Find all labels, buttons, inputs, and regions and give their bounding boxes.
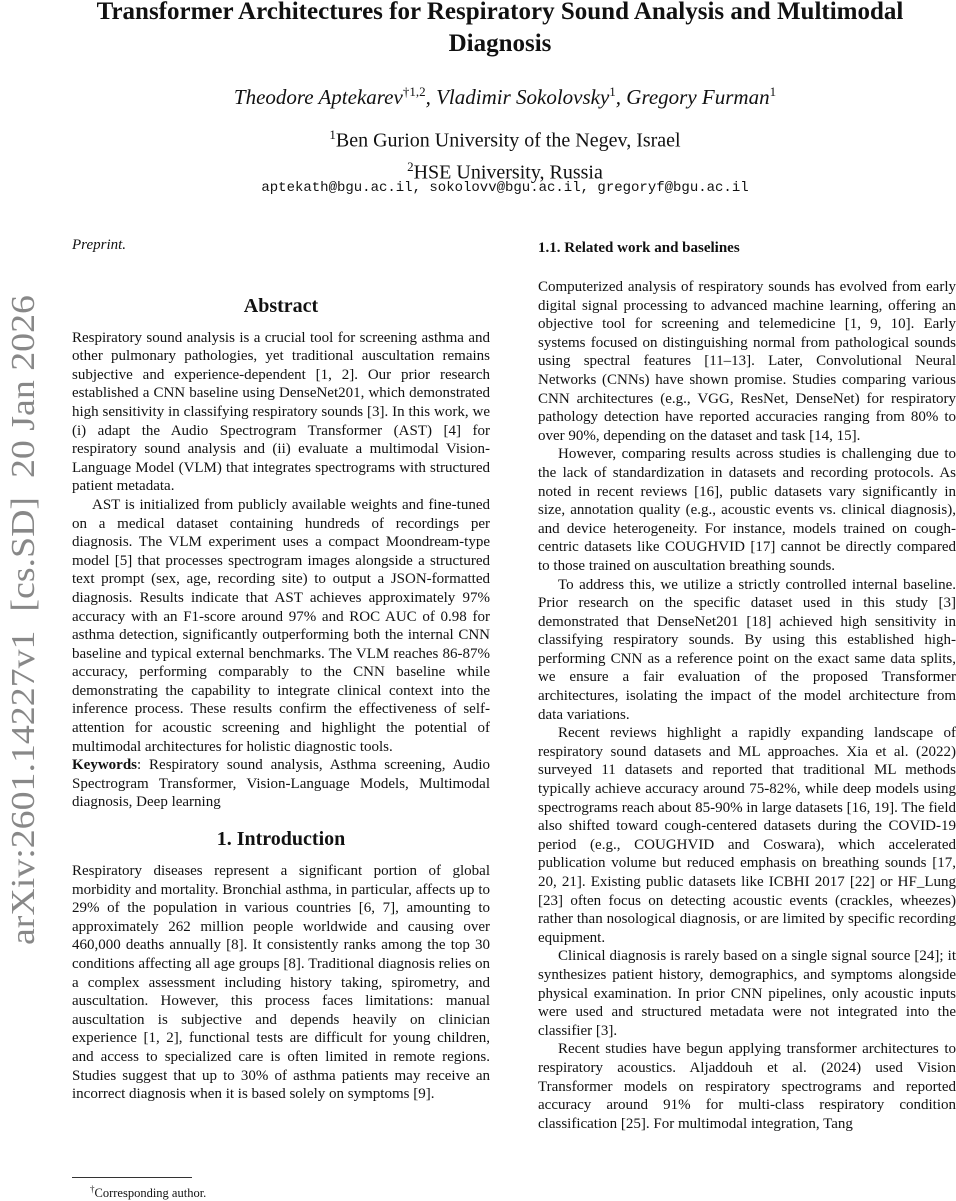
affiliation: $^2$HSE University, Russia — [407, 158, 603, 184]
section-heading-introduction: 1. Introduction — [216, 828, 346, 851]
keywords-list: : Respiratory sound analysis, Asthma screening, Audio Spectrogram Transformer, Vision-Language Models, Multimodal diagnosis, Deep learning — [72, 757, 490, 811]
footnote-divider — [72, 1177, 192, 1178]
body-paragraph: However, comparing results across studies is challenging due to the lack of standardization in datasets and recording protocols. As noted in recent reviews [16], public datasets vary significantly in size, annotation quality (e.g., acoustic events vs. clinical diagnosis), and device heterogeneity. For instance, models trained on cough-centric datasets like COUGHVID [17] cannot be directly compared to those trained on auscultation breathing sounds. — [538, 446, 956, 574]
author-list: Theodore Aptekarev$^{\dagger 1,2}$, Vladimir Sokolovsky$^1$, Gregory Furman$^1$ — [233, 84, 777, 109]
author-affil-mark: 1 — [769, 84, 777, 99]
author-name: Vladimir Sokolovsky — [436, 85, 610, 109]
footnote — [90, 1181, 206, 1201]
footnote-text: Corresponding author. — [94, 1186, 207, 1201]
arxiv-identifier: arXiv:2601.14227v1 [cs.SD] 20 Jan 2026 — [5, 361, 42, 945]
author-name: Gregory Furman — [626, 85, 770, 109]
author-name: Theodore Aptekarev — [233, 85, 403, 109]
keywords — [72, 756, 490, 812]
body-paragraph: To address this, we utilize a strictly controlled internal baseline. Prior research on the specific dataset used in this study [3] demonstrated that DenseNet201 [18] achieved high sensitivity in classifying respiratory sounds. By using this established high-performing CNN as a reference point on the exact same data splits, we ensure a fair evaluation of the proposed Transformer architectures, isolating the impact of the model architecture from data variations. — [538, 576, 956, 723]
author-affil-mark: 1 — [609, 84, 616, 99]
author-emails: aptekath@bgu.ac.il, sokolovv@bgu.ac.il, gregoryf@bgu.ac.il — [261, 180, 749, 196]
abstract-paragraph: Respiratory sound analysis is a crucial tool for screening asthma and other pulmonary pathologies, yet traditional auscultation remains subjective and experience-dependent [1, 2]. Our prior research established a CNN baseline using DenseNet201, which demonstrated high sensitivity in classifying respiratory sounds [3]. In this work, we (i) adapt the Audio Spectrogram Transformer (AST) [4] for respiratory sound analysis and (ii) evaluate a multimodal Vision-Language Model (VLM) that integrates spectrograms with structured patient metadata. — [72, 329, 490, 495]
preprint-note: Preprint. — [72, 237, 127, 253]
body-paragraph: Recent reviews highlight a rapidly expanding landscape of respiratory sound datasets and ML approaches. Xia et al. (2022) surveyed 11 datasets and reported that traditional ML methods typically achieve accuracy around 75-82%, while deep models using spectrograms reach about 85-90% in large datasets [16, 19]. The field also shifted toward cough-centered datasets during the COVID-19 period (e.g., COUGHVID and Coswara), which accelerated publication volume but reduced emphasis on breathing sounds [17, 20, 21]. Existing public datasets like ICBHI 2017 [22] or HF_Lung [23] often focus on detecting acoustic events (crackles, wheezes) rather than nosological diagnosis, or are limited by specific recording equipment. — [538, 725, 956, 946]
subsection-heading-related-work: 1.1. Related work and baselines — [538, 240, 740, 256]
paper-title: Transformer Architectures for Respiratory Sound Analysis and Multimodal Diagnosis — [96, 0, 904, 57]
affiliation: $^1$Ben Gurion University of the Negev, Israel — [329, 127, 681, 152]
left-column — [72, 236, 490, 1104]
abstract-heading: Abstract — [243, 294, 319, 317]
arxiv-side-stamp — [0, 290, 48, 950]
keywords-label: Keywords — [72, 757, 137, 774]
body-paragraph: Respiratory diseases represent a significant portion of global morbidity and mortality. Bronchial asthma, in particular, affects up to 29% of the population in various countries [6, 7], amounting to approximately 262 million people worldwide and causing over 460,000 deaths annually [8]. It consistently ranks among the top 30 conditions affecting all age groups [8]. Traditional diagnosis relies on a complex assessment including history taking, spirometry, and auscultation. However, this process faces limitations: manual auscultation is subjective and depends heavily on clinician experience [1, 2], functional tests are difficult for young children, and access to specialized care is often limited in remote regions. Studies suggest that up to 30% of asthma patients may receive an incorrect diagnosis when it is based solely on symptoms [9]. — [72, 863, 490, 1103]
footnote-mark: † — [90, 1184, 95, 1194]
right-column — [538, 236, 956, 1133]
author-affil-mark: †1,2 — [402, 84, 426, 99]
body-paragraph: Recent studies have begun applying transformer architectures to respiratory acoustics. Aljaddouh et al. (2024) used Vision Transformer models on respiratory spectrograms and reported accuracy around 91% for multi-class respiratory condition classification [25]. For multimodal integration, Tang — [538, 1041, 956, 1132]
body-paragraph: Clinical diagnosis is rarely based on a single signal source [24]; it synthesizes patient history, demographics, and symptoms alongside physical examination. In prior CNN pipelines, only acoustic inputs were used and structured metadata were not integrated into the classifier [3]. — [538, 948, 956, 1039]
body-paragraph: Computerized analysis of respiratory sounds has evolved from early digital signal processing to advanced machine learning, offering an objective tool for screening and telemedicine [1, 9, 10]. Early systems focused on distinguishing normal from pathological sounds using spectral features [11–13]. Later, Convolutional Neural Networks (CNNs) have shown promise. Studies comparing various CNN architectures (e.g., VGG, ResNet, DenseNet) for respiratory pathology detection have reported accuracies ranging from 80% to over 90%, depending on the dataset and task [14, 15]. — [538, 279, 956, 444]
abstract-paragraph: AST is initialized from publicly available weights and fine-tuned on a medical dataset containing hundreds of recordings per diagnosis. The VLM experiment uses a compact Moondream-type model [5] that processes spectrogram images alongside a structured text prompt (sex, age, recording site) to output a JSON-formatted diagnosis. Results indicate that AST achieves approximately 97% accuracy with an F1-score around 97% and ROC AUC of 0.98 for asthma detection, significantly outperforming both the internal CNN baseline and typical external benchmarks. The VLM reaches 86-87% accuracy, performing comparably to the CNN baseline while demonstrating the capability to integrate clinical context into the inference process. These results confirm the effectiveness of self-attention for acoustic screening and highlight the potential of multimodal architectures for holistic diagnostic tools. — [72, 496, 490, 755]
affiliation-list — [70, 122, 940, 185]
